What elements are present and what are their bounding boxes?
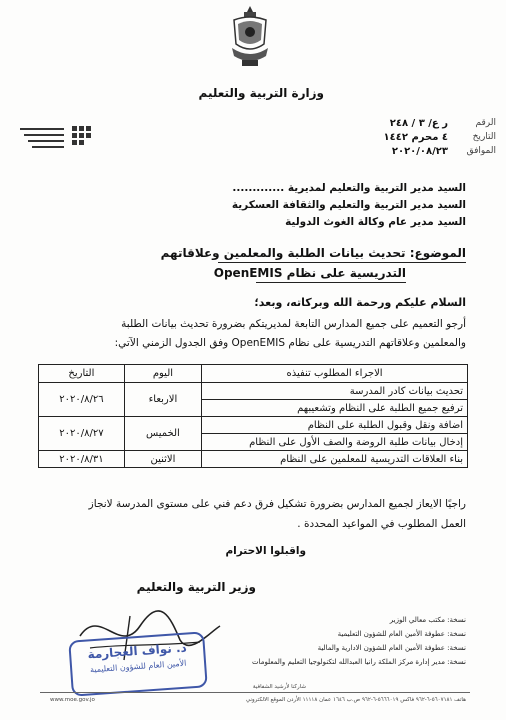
closing-line-1: راجيًا الايعاز لجميع المدارس بضرورة تشكيل فرق دعم فني على مستوى المدرسة لانجاز bbox=[88, 498, 466, 510]
table-row bbox=[39, 383, 468, 400]
closing-line-2: العمل المطلوب في المواعيد المحددة . bbox=[297, 518, 466, 530]
official-stamp bbox=[68, 631, 208, 696]
row-action: ترفيع جميع الطلبة على النظام وتشعيبهم bbox=[202, 400, 468, 417]
regards: واقبلوا الاحترام bbox=[225, 545, 306, 557]
body-line-2: والمعلمين وعلاقاتهم التدريسية على نظام OpenEMIS وفق الجدول الزمني الآتي: bbox=[114, 337, 466, 349]
minister-title: وزير التربية والتعليم bbox=[136, 580, 256, 594]
table-row bbox=[39, 451, 468, 468]
footer-contact: هاتف ٥٦٠٧١٨١-٦-٩٦٢ فاكس ٥٦٦٦٠١٩-٦-٩٦٢ ص.ب ١٦٤٦ عمان ١١١١٨ الأردن الموقع الالكتروني bbox=[245, 697, 466, 703]
addressee-3: السيد مدير عام وكالة الغوث الدولية bbox=[285, 216, 466, 228]
addressee-1: السيد مدير التربية والتعليم لمديرية ............. bbox=[232, 182, 466, 194]
footer-website: www.moe.gov.jo bbox=[50, 697, 95, 703]
row-date: ٢٠٢٠/٨/٢٦ bbox=[39, 383, 125, 417]
row-day: الخميس bbox=[124, 417, 201, 451]
greeting: السلام عليكم ورحمة الله وبركاته، وبعد؛ bbox=[254, 296, 466, 309]
row-day: الاثنين bbox=[124, 451, 201, 468]
row-action: بناء العلاقات التدريسية للمعلمين على النظام bbox=[202, 451, 468, 468]
footer-motto: شاركنا لأرشيد الشفافية bbox=[252, 684, 306, 690]
table-header-row bbox=[39, 365, 468, 383]
ref-date-label: التاريخ bbox=[472, 132, 496, 142]
subject-line-1: الموضوع: تحديث بيانات الطلبة والمعلمين وعلاقاتهم bbox=[160, 246, 466, 260]
reference-block bbox=[346, 118, 496, 160]
stamp-name: د. نواف العجارمة bbox=[87, 640, 188, 662]
ref-date-gregorian: ٢٠٢٠/٠٨/٢٣ bbox=[391, 146, 448, 157]
col-header-day: اليوم bbox=[124, 365, 201, 383]
stamp-title: الأمين العام للشؤون التعليمية bbox=[89, 658, 187, 675]
cc-item: نسخة: عطوفة الأمين العام للشؤون الادارية والمالية bbox=[317, 644, 466, 652]
subject-underline bbox=[218, 262, 466, 263]
cc-item: نسخة: عطوفة الأمين العام للشؤون التعليمية bbox=[337, 630, 466, 638]
row-action: تحديث بيانات كادر المدرسة bbox=[202, 383, 468, 400]
queen-rania-center-logo-icon bbox=[12, 122, 102, 158]
ref-corresponding-label: الموافق bbox=[466, 146, 496, 156]
table-row bbox=[39, 417, 468, 434]
col-header-action: الاجراء المطلوب تنفيذه bbox=[202, 365, 468, 383]
ref-number-value: ر ع/ ٣ / ٢٤٨ bbox=[389, 118, 448, 129]
footer-divider bbox=[40, 692, 470, 693]
ref-date-hijri: ٤ محرم ١٤٤٢ bbox=[383, 132, 448, 143]
addressee-2: السيد مدير التربية والتعليم والثقافة العسكرية bbox=[231, 199, 466, 211]
row-action: إدخال بيانات طلبة الروضة والصف الأول على النظام bbox=[202, 434, 468, 451]
col-header-date: التاريخ bbox=[39, 365, 125, 383]
ministry-name: وزارة التربية والتعليم bbox=[198, 86, 324, 100]
schedule-table bbox=[38, 364, 468, 468]
row-date: ٢٠٢٠/٨/٣١ bbox=[39, 451, 125, 468]
subject-line-2: التدريسية على نظام OpenEMIS bbox=[213, 266, 406, 280]
ref-number-label: الرقم bbox=[475, 118, 496, 128]
coat-of-arms-icon bbox=[228, 4, 272, 74]
body-line-1: أرجو التعميم على جميع المدارس التابعة لمديريتكم بضرورة تحديث بيانات الطلبة bbox=[121, 318, 466, 330]
cc-item: نسخة: مدير إدارة مركز الملكة رانيا العبدالله لتكنولوجيا التعليم والمعلومات bbox=[251, 658, 466, 666]
row-date: ٢٠٢٠/٨/٢٧ bbox=[39, 417, 125, 451]
cc-item: نسخة: مكتب معالي الوزير bbox=[389, 616, 466, 624]
row-day: الاربعاء bbox=[124, 383, 201, 417]
subject-underline-2 bbox=[256, 282, 406, 283]
row-action: اضافة ونقل وقبول الطلبة على النظام bbox=[202, 417, 468, 434]
